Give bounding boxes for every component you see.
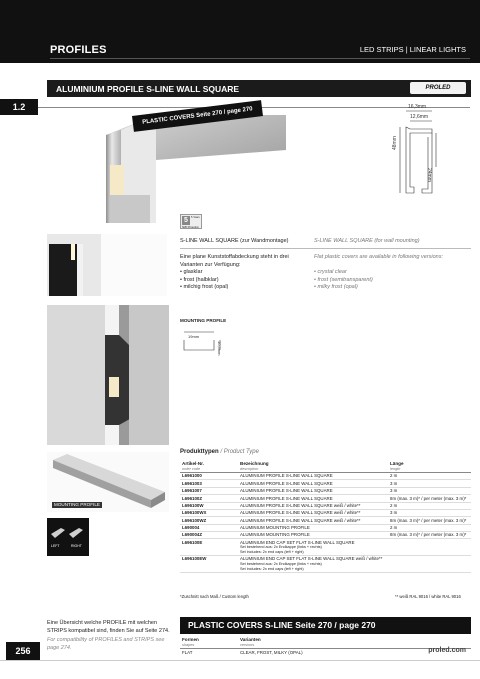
product-description: ALUMINIUM MOUNTING PROFILE [238, 524, 388, 531]
mounting-profile-width: 19mm [188, 334, 200, 339]
plastic-covers-banner: PLASTIC COVERS Seite 270 / page 270 [132, 100, 263, 132]
description-item-en-3: • milky frost (opal) [314, 284, 358, 290]
table-row [180, 495, 471, 502]
table-row [180, 509, 471, 516]
footer-rule [0, 660, 480, 661]
description-intro-de: Eine plane Kunststoffabdeckung steht in drei Varianten zur Verfügung: [180, 254, 289, 268]
order-code: L6961000 [180, 473, 238, 480]
mounting-profile-caption: MOUNTING PROFILE [54, 502, 100, 507]
order-code: L696100E [180, 539, 238, 556]
covers-versions: CLEAR, FROST, MILKY (OPAL) [240, 650, 303, 655]
end-cap-right-label: RIGHT [71, 544, 82, 548]
product-length: 2 m [388, 524, 471, 531]
product-length [388, 539, 471, 556]
table-row [180, 524, 471, 531]
technical-drawing [396, 103, 471, 203]
order-code: L6961007 [180, 487, 238, 494]
table-row [180, 473, 471, 480]
product-length: 8m (max. 3 m)* / per meter (max. 3 m)* [388, 495, 471, 502]
covers-col-shapes: Formen shapes [180, 636, 238, 649]
order-code: L696100Z [180, 495, 238, 502]
dimension-height-outer: 48mm [392, 136, 398, 150]
table-row [180, 555, 471, 572]
order-code: L696100WX [180, 509, 238, 516]
wall-mounted-photo [47, 305, 169, 445]
brand-logo: PROLED [410, 82, 466, 94]
header-title: PROFILES [50, 44, 107, 56]
description-intro-en: Flat plastic covers are available in following versions: [314, 254, 444, 260]
table-row [180, 532, 471, 539]
product-length [388, 555, 471, 572]
product-description: ALUMINIUM PROFILE S-LINE WALL SQUARE [238, 487, 388, 494]
section-title: ALUMINIUM PROFILE S-LINE WALL SQUARE [56, 84, 240, 94]
order-code: L690004Z [180, 532, 238, 539]
product-description: ALUMINIUM MOUNTING PROFILE [238, 532, 388, 539]
product-length: 3 m [388, 487, 471, 494]
plastic-covers-title: PLASTIC COVERS S-LINE Seite 270 / page 270 [188, 620, 376, 630]
page-number: 256 [6, 642, 40, 660]
col-description: Bezeichnung description [238, 460, 388, 473]
product-length: 8m (max. 3 m)* / per meter (max. 3 m)* [388, 517, 471, 524]
order-code: L6961003 [180, 480, 238, 487]
product-description: ALUMINIUM PROFILE S-LINE WALL SQUARE weiß / white** [238, 509, 388, 516]
product-length: 3 m [388, 480, 471, 487]
warranty-badge-bottom: SMD Protection [182, 226, 199, 229]
col-order-code: Artikel-Nr. order code [180, 460, 238, 473]
warranty-badge-top: 5 Years [191, 216, 200, 219]
compatibility-text-de: Eine Übersicht welche PROFILE mit welchen STRIPS kompatibel sind, finden Sie auf Seite 274. [47, 620, 170, 634]
description-item-en-1: • crystal clear [314, 269, 347, 275]
description-item-en-2: • frost (semitransparent) [314, 276, 373, 283]
product-types-title-en: Product Type [223, 449, 259, 455]
product-description: ALUMINIUM PROFILE S-LINE WALL SQUARE weiß / white** [238, 517, 388, 524]
table-row [180, 539, 471, 556]
dimension-width-inner: 12,6mm [410, 114, 429, 120]
end-caps-photo [47, 518, 89, 556]
order-code: L696100EW [180, 555, 238, 572]
table-row [180, 487, 471, 494]
description-title-de: S-LINE WALL SQUARE (zur Wandmontage) [180, 238, 289, 244]
order-code: L690004 [180, 524, 238, 531]
end-cap-left-label: LEFT [51, 544, 60, 548]
custom-length-note: *Zuschnitt nach Maß / Custom length [180, 594, 249, 599]
table-row [180, 502, 471, 509]
mounting-profile-height: 10,3mm [217, 341, 222, 356]
table-row [180, 480, 471, 487]
description-item-de-2: • frost (halbklar) [180, 276, 219, 283]
description-item-de-1: • glasklar [180, 269, 203, 275]
website-link[interactable]: proled.com [428, 647, 466, 654]
product-table-header [180, 460, 471, 473]
description-rule [180, 248, 471, 249]
chapter-tab: 1.2 [0, 99, 38, 115]
white-ral-note: ** weiß RAL 9016 / white RAL 9016 [395, 594, 461, 599]
order-code: L696100WZ [180, 517, 238, 524]
compatibility-text-en: For compatibility of PROFILES and STRIPS see page 274. [47, 637, 165, 651]
order-code: L696100W [180, 502, 238, 509]
table-row [180, 517, 471, 524]
dimension-height-inner: 24mm [426, 168, 432, 182]
header-divider [50, 58, 470, 59]
mounting-profile-label: MOUNTING PROFILE [180, 318, 227, 323]
product-description: ALUMINIUM END CAP SET FLAT S-LINE WALL SQUARE Set bestehend aus: 2x Endkappe (links + rechts) Set includes: 2x end caps (left + right) [238, 539, 388, 556]
product-length: 8m (max. 3 m)* / per meter (max. 3 m)* [388, 532, 471, 539]
warranty-badge: 5 5 Years SMD Protection [180, 214, 202, 229]
covers-shape: FLAT [182, 650, 193, 655]
product-description: ALUMINIUM PROFILE S-LINE WALL SQUARE [238, 495, 388, 502]
product-description: ALUMINIUM PROFILE S-LINE WALL SQUARE [238, 473, 388, 480]
product-photo-side [47, 234, 167, 296]
product-length: 2 m [388, 502, 471, 509]
col-length: Länge length [388, 460, 471, 473]
header-category: LED STRIPS | LINEAR LIGHTS [359, 45, 466, 54]
product-description: ALUMINIUM PROFILE S-LINE WALL SQUARE weiß / white** [238, 502, 388, 509]
description-title-en: S-LINE WALL SQUARE (for wall mounting) [314, 238, 420, 244]
product-length: 2 m [388, 473, 471, 480]
product-description: ALUMINIUM END CAP SET FLAT S-LINE WALL SQUARE weiß / white** Set bestehend aus: 2x Endkappe (links + rechts) Set includes: 2x end caps (left + right) [238, 555, 388, 572]
product-types-title-de: Produkttypen [180, 449, 219, 455]
product-length: 3 m [388, 509, 471, 516]
description-item-de-3: • milchig frost (opal) [180, 284, 229, 290]
covers-col-versions: Varianten versions [238, 636, 471, 649]
product-description: ALUMINIUM PROFILE S-LINE WALL SQUARE [238, 480, 388, 487]
product-types-table [180, 460, 471, 573]
dimension-width-outer: 16,3mm [408, 104, 427, 110]
product-types-heading: Produkttypen / Product Type [180, 449, 259, 455]
